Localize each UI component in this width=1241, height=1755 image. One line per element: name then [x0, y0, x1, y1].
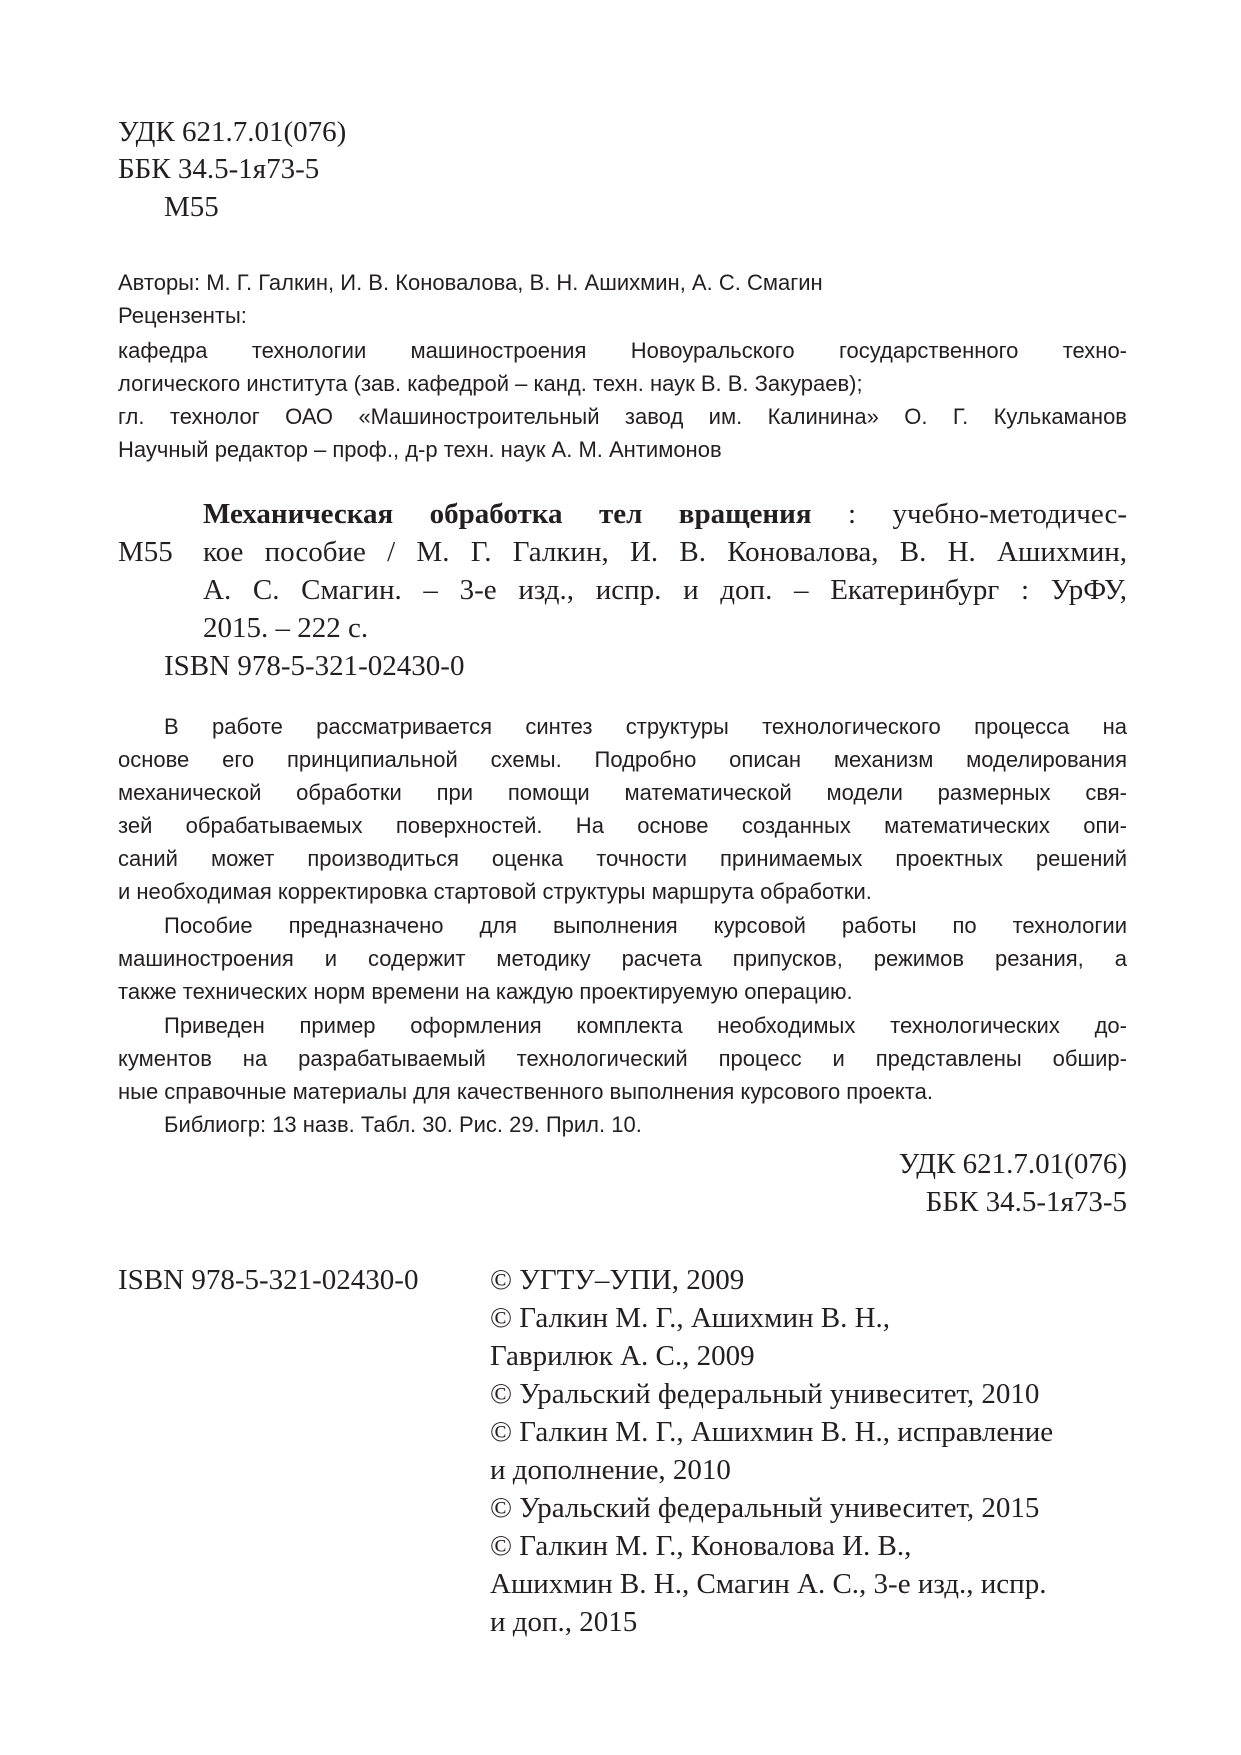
annotation-p3-line-2-row — [118, 1048, 1127, 1072]
authors-line: Авторы: М. Г. Галкин, И. В. Коновалова, В. Н. Ашихмин, А. С. Смагин — [118, 270, 823, 295]
copyright-line-5: © Галкин М. Г., Ашихмин В. Н., исправление — [490, 1416, 1054, 1448]
copyright-line-10: и доп., 2015 — [490, 1606, 638, 1638]
udk-code: УДК 621.7.01(076) — [118, 116, 347, 148]
catalog-line-2: кое пособие / М. Г. Галкин, И. В. Коновалова, В. Н. Ашихмин, — [203, 536, 1127, 568]
catalog-line-3-row — [203, 576, 1127, 608]
annotation-p1-line-4-row — [118, 815, 1127, 839]
footer-bbk: ББК 34.5-1я73-5 — [925, 1186, 1127, 1218]
catalog-title-row — [203, 500, 1127, 532]
annotation-p3-line-3: ные справочные материалы для качественного выполнения курсового проекта. — [118, 1079, 933, 1104]
catalog-line-4: 2015. – 222 с. — [203, 612, 369, 644]
copyright-line-7: © Уральский федеральный унивеситет, 2015 — [490, 1492, 1040, 1524]
copyright-isbn: ISBN 978-5-321-02430-0 — [118, 1264, 419, 1296]
bbk-code: ББК 34.5-1я73-5 — [118, 153, 320, 185]
copyright-line-1: © УГТУ–УПИ, 2009 — [490, 1264, 745, 1296]
book-genre: : учебно-методичес- — [847, 498, 1128, 530]
annotation-p3-line-1: Приведен пример оформления комплекта необходимых технологических до- — [164, 1013, 1127, 1038]
reviewers-heading: Рецензенты: — [118, 303, 247, 328]
author-mark: М55 — [164, 191, 219, 223]
annotation-p1-line-4: зей обрабатываемых поверхностей. На основе созданных математических опи- — [118, 813, 1127, 838]
annotation-p2-line-2-row — [118, 948, 1127, 972]
copyright-line-8: © Галкин М. Г., Коновалова И. В., — [490, 1530, 912, 1562]
annotation-p1-line-3-row — [118, 782, 1127, 806]
book-title: Механическая обработка тел вращения — [203, 498, 812, 530]
catalog-line-3: А. С. Смагин. – 3-е изд., испр. и доп. – Екатеринбург : УрФУ, — [203, 574, 1127, 606]
catalog-title-line — [203, 500, 1127, 529]
annotation-p1-line-2: основе его принципиальной схемы. Подробно описан механизм моделирования — [118, 747, 1127, 772]
reviewer-1-line-1-row — [118, 340, 1127, 364]
reviewer-2: гл. технолог ОАО «Машиностроительный завод им. Калинина» О. Г. Кулькаманов — [118, 404, 1127, 429]
annotation-p3-line-1-row — [164, 1015, 1127, 1039]
annotation-p2-line-1: Пособие предназначено для выполнения курсовой работы по технологии — [164, 913, 1127, 938]
copyright-line-2: © Галкин М. Г., Ашихмин В. Н., — [490, 1302, 891, 1334]
bibliography: Библиогр: 13 назв. Табл. 30. Рис. 29. Прил. 10. — [164, 1112, 642, 1137]
annotation-p1-line-2-row — [118, 749, 1127, 773]
scientific-editor: Научный редактор – проф., д-р техн. наук А. М. Антимонов — [118, 437, 722, 462]
annotation-p1-line-3: механической обработки при помощи математической модели размерных свя- — [118, 780, 1127, 805]
copyright-line-9: Ашихмин В. Н., Смагин А. С., 3-е изд., испр. — [490, 1568, 1047, 1600]
annotation-p2-line-2: машиностроения и содержит методику расчета припусков, режимов резания, а — [118, 946, 1127, 971]
annotation-p1-line-1-row — [164, 716, 1127, 740]
copyright-line-3: Гаврилюк А. С., 2009 — [490, 1340, 755, 1372]
reviewer-1-line-2: логического института (зав. кафедрой – канд. техн. наук В. В. Закураев); — [118, 371, 863, 396]
annotation-p1-line-1: В работе рассматривается синтез структуры технологического процесса на — [164, 714, 1127, 739]
catalog-line-2-row — [203, 538, 1127, 570]
reviewer-1-line-1: кафедра технологии машиностроения Новоуральского государственного техно- — [118, 338, 1127, 363]
copyright-line-4: © Уральский федеральный унивеситет, 2010 — [490, 1378, 1040, 1410]
catalog-mark: М55 — [118, 536, 173, 568]
annotation-p1-line-5: саний может производиться оценка точности принимаемых проектных решений — [118, 846, 1127, 871]
annotation-p1-line-6: и необходимая корректировка стартовой структуры маршрута обработки. — [118, 879, 872, 904]
copyright-line-6: и дополнение, 2010 — [490, 1454, 731, 1486]
footer-udk: УДК 621.7.01(076) — [898, 1148, 1127, 1180]
annotation-p3-line-2: кументов на разрабатываемый технологический процесс и представлены обшир- — [118, 1046, 1127, 1071]
annotation-p2-line-3: также технических норм времени на каждую проектируемую операцию. — [118, 979, 853, 1004]
annotation-p1-line-5-row — [118, 848, 1127, 872]
annotation-p2-line-1-row — [164, 915, 1127, 939]
reviewer-2-row — [118, 406, 1127, 430]
catalog-isbn: ISBN 978-5-321-02430-0 — [164, 650, 465, 682]
